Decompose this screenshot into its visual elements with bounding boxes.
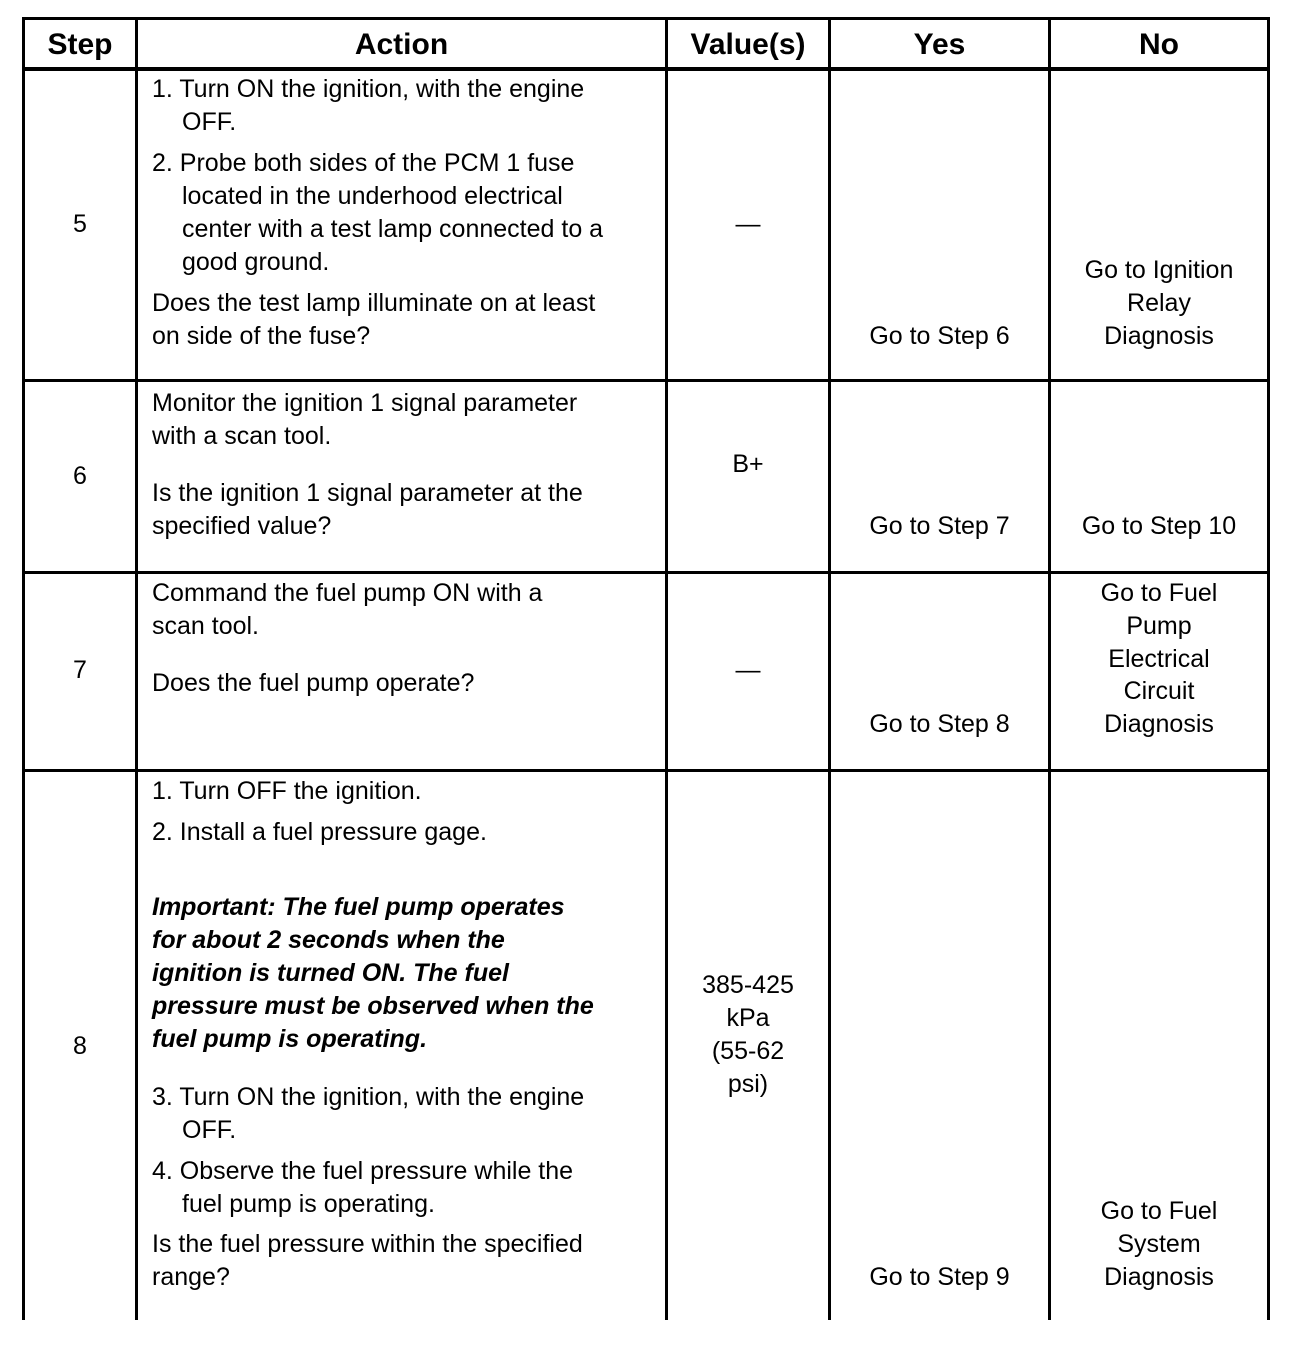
header-no: No [1139,28,1179,61]
column-divider [828,17,831,1320]
yes-cell: Go to Step 8 [869,710,1010,738]
question-line: on side of the fuse? [152,322,371,350]
header-yes: Yes [913,28,966,61]
action-line: scan tool. [152,612,260,640]
question-line: Is the ignition 1 signal parameter at the [152,479,583,507]
action-line: 3. Turn ON the ignition, with the engine [152,1083,585,1111]
header-step: Step [47,28,113,61]
step-number: 5 [73,210,87,238]
action-line: 1. Turn OFF the ignition. [152,777,422,805]
no-cell-line: Go to Step 10 [1081,512,1237,540]
header-values: Value(s) [690,28,806,61]
step-number: 6 [73,462,87,490]
table-border-top [22,17,1270,20]
important-line: ignition is turned ON. The fuel [152,959,509,987]
value-cell-line: 385-425 [702,971,794,999]
action-line: located in the underhood electrical [182,182,563,210]
no-cell-line: Circuit [1123,677,1195,705]
row-divider [22,379,1270,382]
no-cell-line: Electrical [1108,645,1210,673]
no-cell-line: Go to Fuel [1100,579,1218,607]
row-divider [22,571,1270,574]
header-action: Action [354,28,449,61]
action-line: fuel pump is operating. [182,1190,435,1218]
action-line: 2. Install a fuel pressure gage. [152,818,487,846]
action-line: good ground. [182,248,330,276]
question-line: Is the fuel pressure within the specified [152,1230,583,1258]
important-line: fuel pump is operating. [152,1025,428,1053]
no-cell-line: Relay [1127,289,1191,317]
important-line: for about 2 seconds when the [152,926,505,954]
no-cell-line: Diagnosis [1104,322,1214,350]
table-border-right [1267,17,1270,1320]
question-line: Does the test lamp illuminate on at least [152,289,596,317]
question-line: specified value? [152,512,332,540]
important-line: pressure must be observed when the [152,992,594,1020]
action-line: with a scan tool. [152,422,332,450]
action-line: 4. Observe the fuel pressure while the [152,1157,574,1185]
value-cell-line: psi) [727,1070,769,1098]
no-cell-line: Go to Fuel [1100,1197,1218,1225]
step-number: 7 [73,656,87,684]
value-cell: — [735,210,761,238]
no-cell-line: System [1117,1230,1201,1258]
action-line: center with a test lamp connected to a [182,215,604,243]
value-cell: — [735,656,761,684]
action-line: 2. Probe both sides of the PCM 1 fuse [152,149,575,177]
value-cell: B+ [732,450,764,478]
step-number: 8 [73,1032,87,1060]
no-cell-line: Diagnosis [1104,710,1214,738]
yes-cell: Go to Step 9 [869,1263,1010,1291]
important-line: Important: The fuel pump operates [152,893,565,921]
value-cell-line: (55-62 [711,1037,785,1065]
no-cell-line: Diagnosis [1104,1263,1214,1291]
column-divider [135,17,138,1320]
yes-cell: Go to Step 6 [869,322,1010,350]
no-cell-line: Go to Ignition [1084,256,1234,284]
no-cell-line: Pump [1126,612,1192,640]
question-line: Does the fuel pump operate? [152,669,475,697]
row-divider [22,769,1270,772]
action-line: Monitor the ignition 1 signal parameter [152,389,578,417]
action-line: 1. Turn ON the ignition, with the engine [152,75,585,103]
action-line: Command the fuel pump ON with a [152,579,543,607]
action-line: OFF. [182,1116,237,1144]
value-cell-line: kPa [726,1004,770,1032]
yes-cell: Go to Step 7 [869,512,1010,540]
action-line: OFF. [182,108,237,136]
question-line: range? [152,1263,230,1291]
